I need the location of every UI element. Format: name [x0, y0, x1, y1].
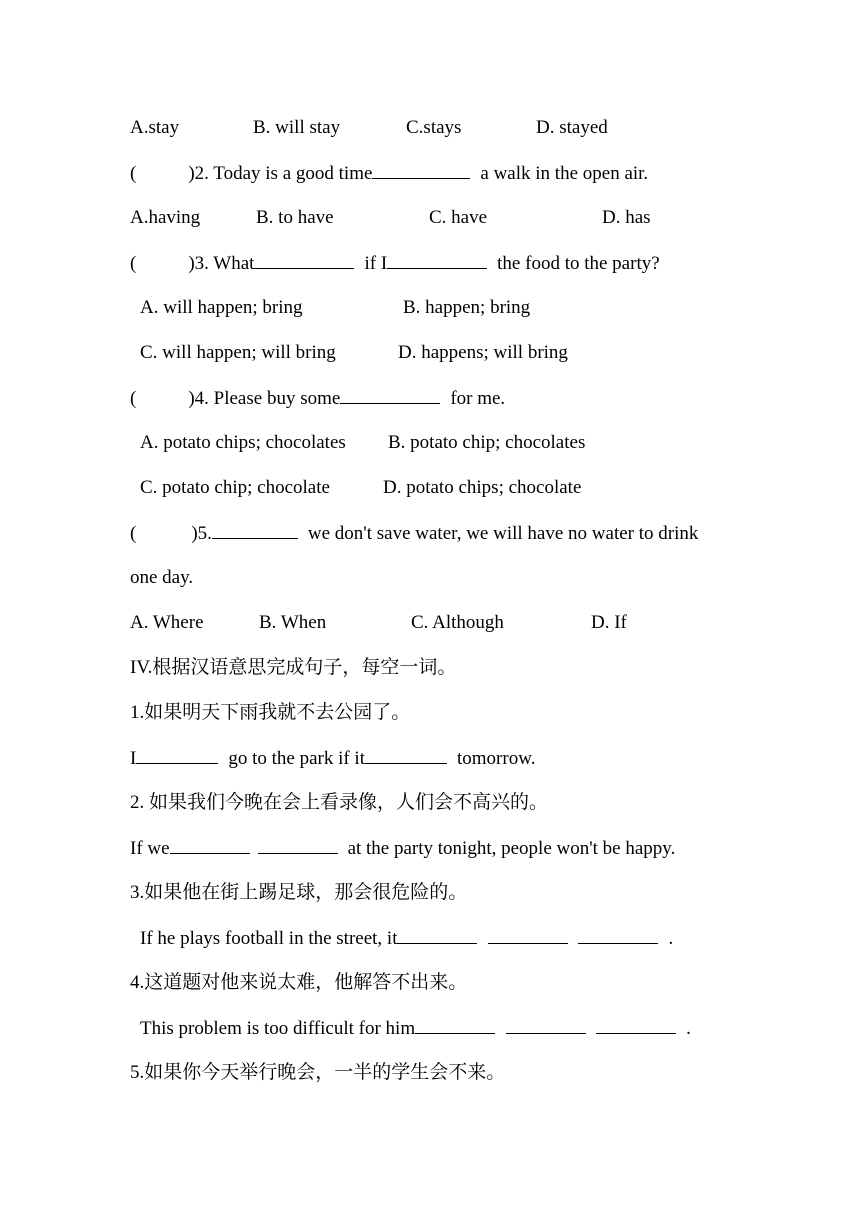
sentence-text: . — [686, 1018, 691, 1039]
question-2 — [130, 162, 648, 185]
option-d: D. potato chips; chocolate — [383, 477, 582, 498]
option-a: A. Where — [130, 612, 204, 633]
answer-blank[interactable] — [397, 927, 477, 944]
option-c: C. potato chip; chocolate — [140, 477, 330, 498]
question-rest: we don't save water, we will have no water to drink — [307, 523, 699, 544]
option-a: A.stay — [130, 117, 180, 138]
option-c: C. Although — [411, 612, 504, 633]
answer-blank[interactable] — [136, 747, 218, 764]
sentence-text: at the party tonight, people won't be happy. — [347, 838, 676, 859]
question-rest: a walk in the open air. — [480, 163, 649, 184]
question-stem: )5. — [191, 523, 212, 544]
answer-blank[interactable] — [488, 927, 568, 944]
question-rest: the food to the party? — [497, 253, 660, 274]
option-c: C. have — [429, 207, 488, 228]
option-c: C.stays — [406, 117, 462, 138]
option-b: B. to have — [256, 207, 334, 228]
sentence-text: . — [668, 928, 674, 949]
sentence-1-chinese: 1.如果明天下雨我就不去公园了。 — [130, 702, 411, 723]
paren-open: ( — [130, 253, 137, 274]
paren-open: ( — [130, 163, 137, 184]
question-5-continued: one day. — [130, 567, 194, 588]
sentence-1-english — [130, 747, 535, 770]
sentence-text: This problem is too difficult for him — [140, 1018, 416, 1039]
option-d: D. stayed — [536, 117, 608, 138]
sentence-text: If he plays football in the street, it — [140, 928, 398, 949]
question-4 — [130, 387, 505, 410]
sentence-text: tomorrow. — [457, 748, 536, 769]
answer-blank[interactable] — [415, 1017, 495, 1034]
paren-open: ( — [130, 388, 137, 409]
option-b: B. happen; bring — [403, 297, 531, 318]
option-a: A.having — [130, 207, 201, 228]
sentence-text: go to the park if it — [228, 748, 365, 769]
question-3 — [130, 252, 660, 275]
answer-blank[interactable] — [170, 837, 250, 854]
question-5 — [130, 522, 698, 545]
sentence-2-english — [130, 837, 675, 860]
sentence-3-english — [140, 927, 673, 950]
answer-blank[interactable] — [372, 162, 470, 179]
answer-blank[interactable] — [212, 522, 298, 539]
answer-blank[interactable] — [387, 252, 487, 269]
sentence-5-chinese: 5.如果你今天举行晚会，一半的学生会不来。 — [130, 1062, 506, 1083]
option-b: B. potato chip; chocolates — [388, 432, 586, 453]
answer-blank[interactable] — [506, 1017, 586, 1034]
answer-blank[interactable] — [254, 252, 354, 269]
section-heading: IV.根据汉语意思完成句子，每空一词。 — [130, 657, 457, 678]
question-rest: for me. — [450, 388, 506, 409]
option-d: D. has — [602, 207, 651, 228]
paren-open: ( — [130, 523, 137, 544]
option-a: A. will happen; bring — [140, 297, 303, 318]
sentence-2-chinese: 2. 如果我们今晚在会上看录像，人们会不高兴的。 — [130, 792, 549, 813]
option-b: B. When — [259, 612, 327, 633]
question-stem: )4. Please buy some — [188, 388, 341, 409]
option-a: A. potato chips; chocolates — [140, 432, 346, 453]
question-mid: if I — [364, 253, 388, 274]
sentence-text: I — [130, 748, 137, 769]
question-stem: )3. What — [188, 253, 255, 274]
sentence-4-chinese: 4.这道题对他来说太难，他解答不出来。 — [130, 972, 468, 993]
sentence-text: If we — [130, 838, 170, 859]
answer-blank[interactable] — [365, 747, 447, 764]
option-d: D. If — [591, 612, 627, 633]
answer-blank[interactable] — [578, 927, 658, 944]
option-b: B. will stay — [253, 117, 341, 138]
option-c: C. will happen; will bring — [140, 342, 336, 363]
answer-blank[interactable] — [596, 1017, 676, 1034]
answer-blank[interactable] — [340, 387, 440, 404]
sentence-3-chinese: 3.如果他在街上踢足球，那会很危险的。 — [130, 882, 468, 903]
sentence-4-english — [140, 1017, 691, 1040]
question-stem: )2. Today is a good time — [188, 163, 373, 184]
option-d: D. happens; will bring — [398, 342, 568, 363]
answer-blank[interactable] — [258, 837, 338, 854]
